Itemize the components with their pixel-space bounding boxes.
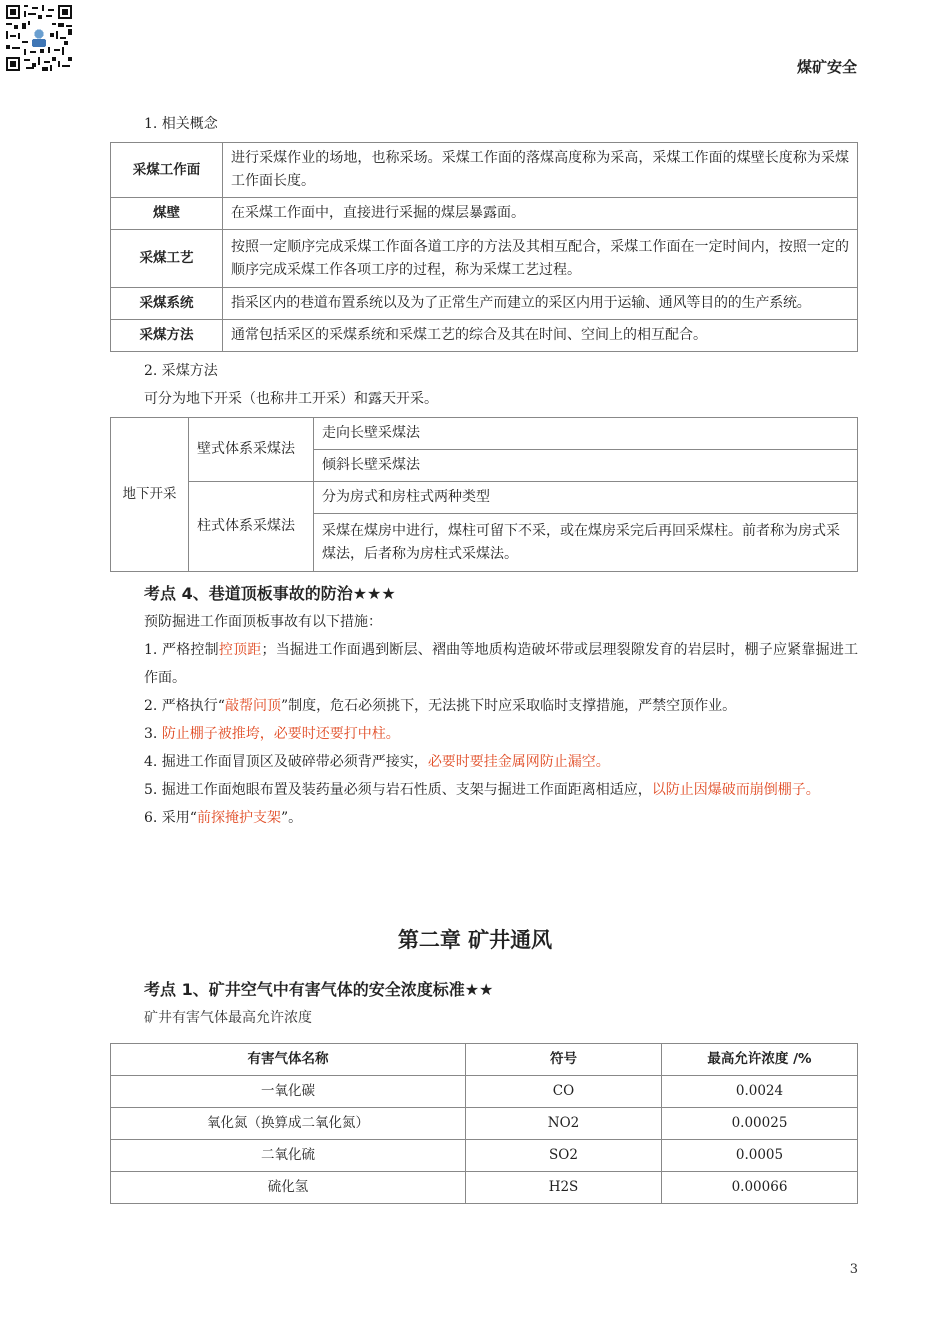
concentration-cell: 0.00066 (662, 1172, 858, 1204)
term-cell: 采煤工艺 (111, 230, 223, 288)
table-row (111, 288, 858, 320)
category-cell: 地下开采 (111, 418, 189, 572)
table-row (111, 320, 858, 352)
column-header: 最高允许浓度 /% (662, 1044, 858, 1076)
concentration-cell: 0.00025 (662, 1108, 858, 1140)
symbol-cell: CO (466, 1076, 662, 1108)
term-cell: 采煤方法 (111, 320, 223, 352)
table-caption: 矿井有害气体最高允许浓度 (144, 1010, 312, 1026)
table-header-row (111, 1044, 858, 1076)
column-header: 有害气体名称 (111, 1044, 466, 1076)
table-row (111, 1172, 858, 1204)
symbol-cell: SO2 (466, 1140, 662, 1172)
table-row (111, 482, 858, 514)
group-cell: 壁式体系采煤法 (189, 418, 314, 482)
method-cell: 采煤在煤房中进行，煤柱可留下不采，或在煤房采完后再回采煤柱。前者称为房式采煤法，后者称为房柱式采煤法。 (314, 514, 858, 572)
qr-code-icon (6, 5, 72, 71)
definition-cell: 指采区内的巷道布置系统以及为了正常生产而建立的采区内用于运输、通风等目的的生产系统。 (223, 288, 858, 320)
section-heading: 1. 相关概念 (144, 116, 218, 132)
definition-cell: 在采煤工作面中，直接进行采掘的煤层暴露面。 (223, 198, 858, 230)
kp-title: 考点 1、矿井空气中有害气体的安全浓度标准★★ (144, 980, 494, 999)
method-cell: 分为房式和房柱式两种类型 (314, 482, 858, 514)
kp1-block (110, 976, 858, 1032)
gas-name-cell: 二氧化硫 (111, 1140, 466, 1172)
measure-item: 1. 严格控制控顶距；当掘进工作面遇到断层、褶曲等地质构造破坏带或层理裂隙发育的岩层时，棚子应紧靠掘进工作面。 (144, 642, 859, 686)
concentration-cell: 0.0005 (662, 1140, 858, 1172)
highlight-text: 防止棚子被推垮，必要时还要打中柱。 (161, 726, 400, 742)
gas-name-cell: 硫化氢 (111, 1172, 466, 1204)
gas-name-cell: 氧化氮（换算成二氧化氮） (111, 1108, 466, 1140)
methods-table (110, 417, 858, 572)
measure-item: 5. 掘进工作面炮眼布置及装药量必须与岩石性质、支架与掘进工作面距离相适应，以防止因爆破而崩倒棚子。 (144, 782, 820, 798)
kp-title: 考点 4、巷道顶板事故的防治★★★ (144, 584, 396, 603)
method-cell: 倾斜长壁采煤法 (314, 450, 858, 482)
table-row (111, 1140, 858, 1172)
symbol-cell: NO2 (466, 1108, 662, 1140)
section-concepts (110, 110, 858, 138)
method-cell: 走向长壁采煤法 (314, 418, 858, 450)
column-header: 符号 (466, 1044, 662, 1076)
term-cell: 煤壁 (111, 198, 223, 230)
group-cell: 柱式体系采煤法 (189, 482, 314, 572)
concepts-table (110, 142, 858, 352)
highlight-text: 以防止因爆破而崩倒棚子。 (651, 782, 820, 798)
table-row (111, 1076, 858, 1108)
highlight-text: 前探掩护支架 (196, 810, 281, 826)
page-number: 3 (849, 1262, 858, 1277)
term-cell: 采煤系统 (111, 288, 223, 320)
definition-cell: 通常包括采区的采煤系统和采煤工艺的综合及其在时间、空间上的相互配合。 (223, 320, 858, 352)
symbol-cell: H2S (466, 1172, 662, 1204)
section-methods (110, 357, 858, 413)
highlight-text: 敲帮问顶 (224, 698, 281, 714)
term-cell: 采煤工作面 (111, 143, 223, 198)
measure-item: 2. 严格执行“敲帮问顶”制度，危石必须挑下，无法挑下时应采取临时支撑措施，严禁空顶作业。 (144, 698, 737, 714)
measure-item: 4. 掘进工作面冒顶区及破碎带必须背严接实，必要时要挂金属网防止漏空。 (144, 754, 610, 770)
measure-item: 6. 采用“前探掩护支架”。 (144, 810, 303, 826)
table-row (111, 418, 858, 450)
definition-cell: 进行采煤作业的场地，也称采场。采煤工作面的落煤高度称为采高，采煤工作面的煤壁长度称为采煤工作面长度。 (223, 143, 858, 198)
header-title: 煤矿安全 (796, 58, 857, 76)
definition-cell: 按照一定顺序完成采煤工作面各道工序的方法及其相互配合，采煤工作面在一定时间内，按照一定的顺序完成采煤工作各项工序的过程，称为采煤工艺过程。 (223, 230, 858, 288)
table-row (111, 1108, 858, 1140)
gas-table (110, 1043, 858, 1204)
table-row (111, 198, 858, 230)
section-intro: 可分为地下开采（也称井工开采）和露天开采。 (144, 391, 438, 407)
concentration-cell: 0.0024 (662, 1076, 858, 1108)
highlight-text: 必要时要挂金属网防止漏空。 (427, 754, 610, 770)
chapter-title: 第二章 矿井通风 (397, 928, 553, 952)
kp-intro: 预防掘进工作面顶板事故有以下措施： (144, 614, 382, 630)
kp4-block (110, 580, 858, 832)
measure-item: 3. 防止棚子被推垮，必要时还要打中柱。 (144, 726, 400, 742)
section-heading: 2. 采煤方法 (144, 363, 218, 379)
table-row (111, 230, 858, 288)
table-row (111, 143, 858, 198)
gas-name-cell: 一氧化碳 (111, 1076, 466, 1108)
highlight-text: 控顶距 (218, 642, 262, 658)
